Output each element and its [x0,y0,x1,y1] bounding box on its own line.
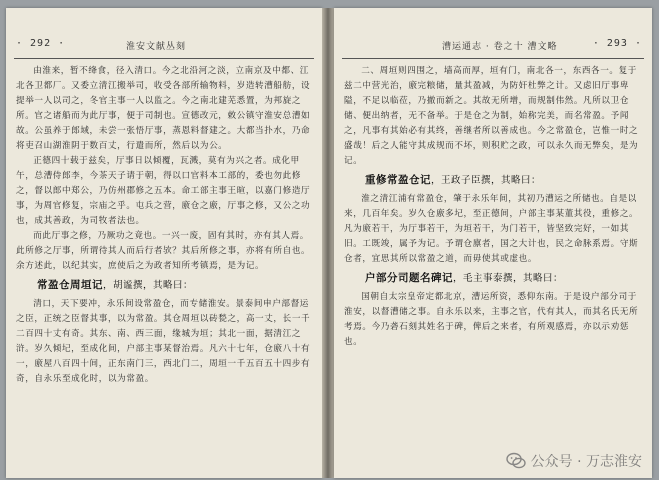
paragraph: 淮之清江浦有常盈仓，肇于永乐年间，其初乃漕运之所储也。自是以来，几百年矣。岁久仓廒多圮，至正德间，户部主事某董其役，重修之。凡为廒若干，为厅事若干，为垣若干，为门若干，皆坚致完好，一如其旧。工既竣，属予为记。予谓仓廪者，国之大计也，民之命脉系焉。守斯仓者，宜思其所以常盈之道，而毋使其或虚也。 [344,194,639,264]
left-header-rule [14,58,314,59]
right-page-number: · 293 · [592,38,642,49]
right-page-body [344,64,642,350]
section-title: 常盈仓周垣记 [37,279,103,291]
left-page [6,8,322,478]
book-gutter [322,8,334,478]
section-title: 户部分司题名碑记 [365,272,453,284]
paragraph: 由淮来，暂不绛食，径入清口。今之北沿河之淡，立南京及中都、江北各卫都厂。又委立清江搬举司，收受各部所输物料，岁造转漕船舫，设提举一人以司之，冬官主事一人以监之。今之南北建芜悉置，为邦旋之所。官之诸船而为此厅事，便于司制也。宣德改元，敕公镇守淮安总漕如故。公虽养于郎域，未尝一张悟厅事，蒸恩料督建之。大都当扑水，乃命将吏召山湖淮阴于数百丈，行遣而所，然后以为公。 [16,66,311,151]
left-running-title: 淮安文献丛刻 [126,42,187,52]
paragraph: 而此厅事之修，乃厥功之竟也。一兴一废，固有其时，亦有其人焉。此所修之厅事，所谓待其人而后行者欤？其后所修之事，亦将有所自也。余方述此，以纪其实，庶使后之为政者知所考镇焉，是为记。 [16,231,311,271]
section-title: 重修常盈仓记 [365,174,431,186]
right-page [334,8,652,478]
section-byline: ，王政子臣撰，其略曰： [431,175,542,186]
watermark [506,450,642,472]
section-heading [344,269,642,288]
right-page-header [342,38,644,54]
section-heading [344,171,642,190]
wechat-logo-icon [506,452,526,470]
paragraph: 国朝自太宗皇帝定都北京，漕运所资，悉仰东南。于是设户部分司于淮安，以督漕储之事。自永乐以来，主事之官，代有其人，而其名氏无所考焉。今乃砻石刻其姓名于碑，俾后之来者，有所观感焉，亦以示劝惩也。 [344,292,639,347]
left-page-body [16,64,312,387]
section-byline: ，胡谧撰，其略曰： [103,280,194,291]
paragraph: 二、周垣则四围之，墙高而厚，垣有门，南北各一，东西各一。复于兹二中营光治，廒完粮储，量其盈减，为防奸杜弊之计。又虑旧厅事卑隘，不足以临莅，乃撤而新之。其故无所增，而规制伟然。凡所以卫仓储、便出纳者，无不备举。于是仓之为制，始称完美，而名常盈。予闻之，凡事有其始必有其终，善继者所以善成也。今之常盈仓，岂惟一时之盛哉！后之人能守其成规而不坏，则积贮之政，可以永久而无弊矣，是为记。 [344,66,639,166]
paragraph: 正德四十载于兹矣，厅事日以倾覆，瓦溅，莫有为兴之者。成化甲午，总漕侍郎李，今茶天子请于朝，得以口官料本工部的，委也勿此修之，督以郎中郑公，乃仿州郡修之五本。命工部主事王暄，以嘉门修造厅事，为周官修复，宗庙之乎。屯兵之营，廒仓之廒，厅事之修，又公之功也，成其善政，为司牧者法也。 [16,156,311,226]
left-page-header [14,38,314,54]
left-page-number: · 292 · [16,38,66,49]
right-running-title: 漕运通志 · 卷之十 漕文略 [442,42,558,52]
section-heading [16,276,312,295]
right-header-rule [342,58,644,59]
section-byline: ，毛主事泰撰，其略曰： [453,273,564,284]
watermark-text: 公众号 · 万志淮安 [530,454,642,470]
paragraph: 清口，天下要冲，永乐间设常盈仓，而专储淮安。景泰间申户部督运之臣，正统之臣督其事，以为常盈。其仓周垣以砖甃之，高一丈，长一千二百四十丈有奇。其东、南、西三面，缘城为垣；其北一面，据清江之浒。岁久倾圮，至成化间，户部主事某督治焉。凡六十七年，仓廒八十有一，廒屋八百四十间，正东南门三，西北门二，周垣一千五百五十四步有奇，自永乐至成化时，以为常盈。 [16,299,311,384]
